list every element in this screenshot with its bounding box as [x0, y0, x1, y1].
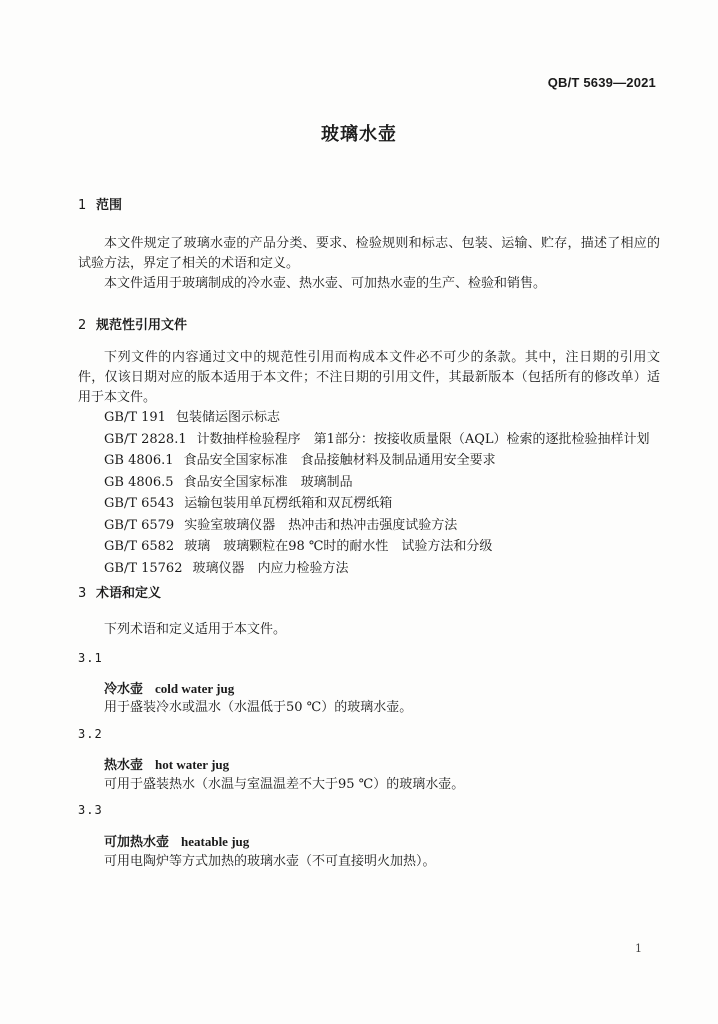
section-heading-scope: [78, 194, 122, 213]
term-english: hot water jug: [155, 757, 230, 772]
section-title: 规范性引用文件: [96, 318, 188, 333]
reference-title: 食品安全国家标准 玻璃制品: [183, 474, 353, 490]
term-definition: 可用于盛装热水（水温与室温温差不大于95 ℃）的玻璃水壶。: [104, 777, 465, 792]
reference-title: 计数抽样检验程序 第1部分：按接收质量限（AQL）检索的逐批检验抽样计划: [196, 431, 650, 447]
term-english: heatable jug: [181, 834, 250, 849]
section-number: 2: [78, 318, 87, 333]
reference-title: 运输包装用单瓦楞纸箱和双瓦楞纸箱: [184, 496, 393, 511]
document-title: 玻璃水壶: [321, 124, 397, 145]
reference-title: 食品安全国家标准 食品接触材料及制品通用安全要求: [183, 453, 496, 468]
term-heading: [104, 831, 249, 850]
references-intro-paragraph: 下列文件的内容通过文中的规范性引用而构成本文件必不可少的条款。其中，注日期的引用文件，仅该日期对应的版本适用于本文件；不注日期的引用文件，其最新版本（包括所有的修改单）适用于本文件。: [78, 350, 660, 405]
scope-paragraph-1: 本文件规定了玻璃水壶的产品分类、要求、检验规则和标志、包装、运输、贮存，描述了相应的试验方法，界定了相关的术语和定义。: [78, 236, 660, 271]
term-number: 3.2: [78, 727, 103, 741]
reference-title: 玻璃 玻璃颗粒在98 ℃时的耐水性 试验方法和分级: [184, 539, 493, 554]
term-chinese: 热水壶: [104, 758, 144, 773]
standard-code: QB/T 5639—2021: [547, 75, 656, 90]
reference-code: GB 4806.5: [104, 474, 174, 490]
term-chinese: 冷水壶: [104, 682, 144, 697]
reference-list: [104, 407, 650, 579]
reference-code: GB/T 15762: [104, 560, 183, 576]
reference-item: [104, 536, 650, 558]
section-heading-terms-definitions: [78, 582, 161, 601]
page-number: 1: [635, 942, 642, 955]
term-number: 3.3: [78, 803, 103, 817]
reference-code: GB 4806.1: [104, 453, 174, 468]
reference-item: [104, 472, 650, 494]
reference-code: GB/T 6582: [104, 539, 175, 554]
reference-title: 玻璃仪器 内应力检验方法: [192, 560, 349, 576]
scope-paragraph-2: 本文件适用于玻璃制成的冷水壶、热水壶、可加热水壶的生产、检验和销售。: [104, 276, 547, 291]
reference-item: [104, 558, 650, 580]
section-number: 1: [78, 198, 87, 213]
reference-code: GB/T 6579: [104, 517, 175, 533]
term-definition: 可用电陶炉等方式加热的玻璃水壶（不可直接明火加热）。: [104, 854, 436, 869]
reference-code: GB/T 2828.1: [104, 431, 187, 447]
reference-code: GB/T 6543: [104, 496, 175, 511]
section-title: 术语和定义: [96, 586, 162, 601]
term-english: cold water jug: [155, 681, 235, 696]
section-title: 范围: [96, 198, 123, 213]
reference-item: [104, 450, 650, 472]
reference-item: [104, 429, 650, 451]
term-number: 3.1: [78, 651, 103, 665]
term-heading: [104, 678, 234, 697]
terms-intro-paragraph: 下列术语和定义适用于本文件。: [104, 622, 287, 637]
reference-item: [104, 493, 650, 515]
reference-title: 实验室玻璃仪器 热冲击和热冲击强度试验方法: [184, 517, 458, 533]
term-chinese: 可加热水壶: [104, 835, 170, 850]
reference-item: [104, 515, 650, 537]
section-heading-normative-references: [78, 314, 187, 333]
reference-title: 包装储运图示标志: [175, 410, 280, 425]
section-number: 3: [78, 586, 87, 601]
reference-code: GB/T 191: [104, 410, 166, 425]
reference-item: [104, 407, 650, 429]
term-heading: [104, 754, 229, 773]
term-definition: 用于盛装冷水或温水（水温低于50 ℃）的玻璃水壶。: [104, 700, 413, 715]
